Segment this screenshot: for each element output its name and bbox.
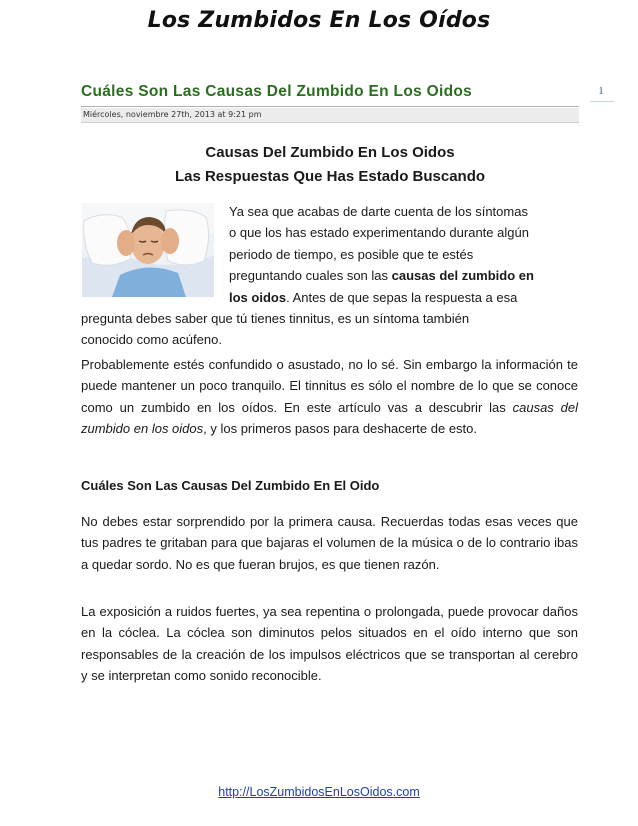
footer-link[interactable]: http://LosZumbidosEnLosOidos.com bbox=[218, 785, 420, 799]
document-title: Los Zumbidos En Los Oídos bbox=[147, 8, 491, 33]
keyword-bold: los oidos bbox=[229, 289, 287, 305]
intro-full-lines bbox=[81, 308, 578, 351]
footer bbox=[0, 785, 638, 799]
article-heading: Causas Del Zumbido En Los Oidos bbox=[205, 144, 455, 161]
intro-line: los oidos. Antes de que sepas la respuesta a esa bbox=[229, 289, 518, 305]
page-number: 1 bbox=[598, 85, 604, 97]
section-heading: Cuáles Son Las Causas Del Zumbido En El Oido bbox=[81, 478, 380, 493]
intro-line: periodo de tiempo, es posible que te estés bbox=[229, 246, 474, 262]
paragraph-2: Probablemente estés confundido o asustado, no lo sé. Sin embargo la información te puede mantener un poco tranquilo. El tinnitus es sólo el nombre de lo que se conoce como un zumbido en los oídos. En este artículo vas a descubrir las causas del zumbido en los oidos, y los primeros pasos para deshacerte de esto. bbox=[81, 357, 578, 437]
post-title[interactable]: Cuáles Son Las Causas Del Zumbido En Los Oidos bbox=[81, 83, 473, 100]
intro-line: Ya sea que acabas de darte cuenta de los síntomas bbox=[229, 204, 528, 219]
intro-line: conocido como acúfeno. bbox=[81, 332, 222, 348]
post-meta-bar bbox=[81, 108, 579, 123]
post-date: Miércoles, noviembre 27th, 2013 at 9:21 pm bbox=[83, 110, 262, 119]
paragraph-4: La exposición a ruidos fuertes, ya sea repentina o prolongada, puede provocar daños en la cóclea. La cóclea son diminutos pelos situados en el oído interno que son responsables de la creación de los impulsos eléctricos que se transportan al cerebro y se interpretan como sonido reconocible. bbox=[81, 604, 578, 684]
intro-wrapped-text bbox=[229, 201, 578, 308]
article-photo bbox=[82, 203, 214, 297]
intro-line: o que los has estado experimentando durante algún bbox=[229, 225, 529, 241]
intro-line: preguntando cuales son las causas del zumbido en bbox=[229, 268, 534, 284]
intro-line: pregunta debes saber que tú tienes tinnitus, es un síntoma también bbox=[81, 311, 470, 326]
keyword-bold: causas del zumbido en bbox=[391, 268, 534, 284]
article-subheading: Las Respuestas Que Has Estado Buscando bbox=[174, 168, 486, 185]
man-covering-ears-photo-icon bbox=[82, 203, 214, 297]
paragraph-3: No debes estar sorprendido por la primera causa. Recuerdas todas esas veces que tus padres te gritaban para que bajaras el volumen de la música o de lo contrario ibas a quedar sordo. No es que fueran brujos, es que tienen razón. bbox=[81, 514, 578, 572]
causes-link[interactable]: causas del zumbido en los oidos bbox=[81, 399, 578, 437]
title-divider bbox=[81, 106, 579, 107]
page-number-underline bbox=[590, 101, 614, 102]
